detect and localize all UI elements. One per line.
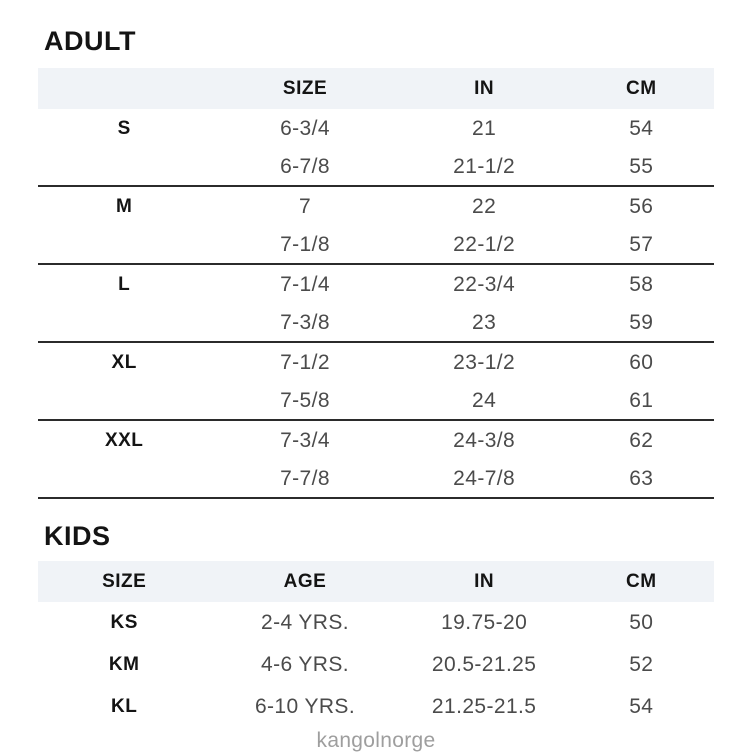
age-cell: 6-10 YRS. (254, 695, 356, 718)
age-cell: 4-6 YRS. (260, 653, 350, 676)
cm-cell: 60 (629, 350, 654, 374)
cm-cell: 54 (629, 116, 654, 140)
adult-section-title: ADULT (44, 26, 136, 56)
size-value-cell: 6-3/4 (280, 116, 330, 140)
inches-cell: 22 (472, 194, 497, 218)
kids-table-header (38, 561, 714, 602)
column-header-cm: CM (626, 77, 657, 99)
size-value-cell: 7 (298, 194, 312, 218)
size-value-cell: 6-7/8 (280, 154, 330, 178)
size-label-cell: L (118, 273, 131, 295)
size-value-cell: 7-5/8 (280, 388, 330, 412)
inches-cell: 20.5-21.25 (431, 653, 537, 676)
adult-table-header (38, 68, 714, 109)
inches-cell: 22-3/4 (453, 272, 516, 296)
column-header-size: SIZE (102, 570, 147, 592)
size-value-cell: 7-3/8 (280, 310, 330, 334)
size-label-cell: XL (111, 351, 137, 373)
brand-watermark: kangolnorge (316, 729, 436, 752)
size-label-cell: M (116, 195, 133, 217)
cm-cell: 58 (629, 272, 654, 296)
table-row (38, 187, 714, 226)
table-row (38, 304, 714, 343)
cm-cell: 56 (629, 194, 654, 218)
column-header-in: IN (474, 570, 495, 592)
inches-cell: 21-1/2 (453, 154, 516, 178)
inches-cell: 19.75-20 (441, 611, 528, 634)
column-header-age: AGE (283, 570, 327, 592)
size-label-cell: KS (110, 612, 138, 633)
cm-cell: 52 (629, 653, 654, 676)
cm-cell: 54 (629, 695, 654, 718)
size-value-cell: 7-1/4 (280, 272, 330, 296)
table-row (38, 226, 714, 265)
table-row (38, 148, 714, 187)
table-row (38, 382, 714, 421)
size-label-cell: S (117, 117, 131, 139)
table-row (38, 265, 714, 304)
table-row (38, 109, 714, 148)
size-value-cell: 7-1/8 (280, 232, 330, 256)
size-label-cell: XXL (104, 429, 144, 451)
column-header-in: IN (474, 77, 495, 99)
table-row (38, 602, 714, 644)
inches-cell: 24 (472, 388, 497, 412)
size-value-cell: 7-1/2 (280, 350, 330, 374)
inches-cell: 21.25-21.5 (431, 695, 537, 718)
cm-cell: 55 (629, 154, 654, 178)
inches-cell: 23-1/2 (453, 350, 516, 374)
size-label-cell: KL (111, 696, 138, 717)
kids-section-title: KIDS (44, 521, 111, 551)
cm-cell: 57 (629, 232, 654, 256)
cm-cell: 59 (629, 310, 654, 334)
cm-cell: 63 (629, 466, 654, 490)
kids-size-table (38, 561, 714, 728)
cm-cell: 62 (629, 428, 654, 452)
inches-cell: 23 (472, 310, 497, 334)
table-row (38, 343, 714, 382)
table-row (38, 460, 714, 499)
cm-cell: 50 (629, 611, 654, 634)
size-value-cell: 7-3/4 (280, 428, 330, 452)
age-cell: 2-4 YRS. (260, 611, 350, 634)
inches-cell: 22-1/2 (453, 232, 516, 256)
column-header-size: SIZE (282, 77, 328, 99)
table-row (38, 644, 714, 686)
inches-cell: 24-3/8 (453, 428, 516, 452)
cm-cell: 61 (629, 388, 654, 412)
column-header-cm: CM (626, 570, 657, 592)
size-value-cell: 7-7/8 (280, 466, 330, 490)
inches-cell: 21 (472, 116, 497, 140)
adult-size-table (38, 68, 714, 499)
size-label-cell: KM (108, 654, 140, 675)
table-row (38, 686, 714, 728)
table-row (38, 421, 714, 460)
inches-cell: 24-7/8 (453, 466, 516, 490)
